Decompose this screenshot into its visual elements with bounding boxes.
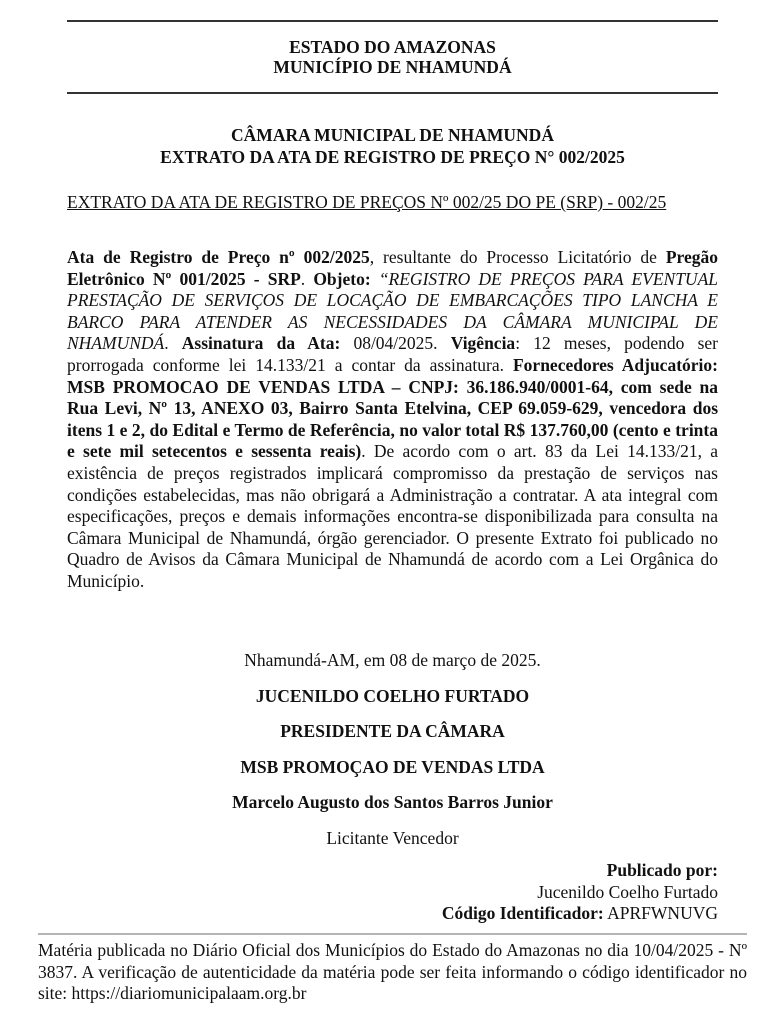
objeto-label: Objeto: [313, 268, 371, 289]
body-text-2: . [300, 268, 314, 289]
document-name: EXTRATO DA ATA DE REGISTRO DE PREÇO N° 002/2025 [160, 147, 625, 167]
header-divider [67, 92, 718, 94]
municipality-name: MUNICÍPIO DE NHAMUNDÁ [273, 57, 512, 77]
signer-name-2: Marcelo Augusto dos Santos Barros Junior [232, 792, 553, 812]
institution-name: CÂMARA MUNICIPAL DE NHAMUNDÁ [231, 125, 554, 145]
body-text-3: . [164, 333, 182, 354]
extract-body [67, 247, 718, 593]
document-header [67, 37, 718, 77]
footer-divider [38, 933, 747, 935]
place-date: Nhamundá-AM, em 08 de março de 2025. [244, 650, 541, 670]
publisher-name: Jucenildo Coelho Furtado [537, 881, 718, 902]
signature-block [67, 649, 718, 862]
extract-subtitle: EXTRATO DA ATA DE REGISTRO DE PREÇOS Nº 002/25 DO PE (SRP) - 002/25 [67, 192, 667, 212]
vigencia-value: : 12 meses, podendo ser prorrogada conforme lei 14.133/21 a contar da assinatura. [67, 333, 718, 375]
signer-name-1: JUCENILDO COELHO FURTADO [255, 685, 530, 706]
publication-footer: Matéria publicada no Diário Oficial dos Municípios do Estado do Amazonas no dia 10/04/2025 - Nº 3837. A verificação de autenticidade da matéria pode ser feita informando o código identificador no site: https://diariomunicipalaam.org.br [38, 940, 747, 1004]
objeto-value: “REGISTRO DE PREÇOS PARA EVENTUAL PRESTAÇÃO DE SERVIÇOS DE LOCAÇÃO DE EMBARCAÇÕES TIPO LANCHA E BARCO PARA ATENDER AS NECESSIDADES DA CÂMARA MUNICIPAL DE NHAMUNDÁ [67, 268, 718, 354]
body-text-rest: . De acordo com o art. 83 da Lei 14.133/21, a existência de preços registrados implicará compromisso da prestação de serviços nas condições estabelecidas, mas não obrigará a Administração a contratar. A ata integral com especificações, preços e demais informações encontra-se disponibilizada para consulta na Câmara Municipal de Nhamundá, órgão gerenciador. O presente Extrato foi publicado no Quadro de Avisos da Câmara Municipal de Nhamundá de acordo com a Lei Orgânica do Município. [67, 441, 718, 591]
company-name: MSB PROMOÇAO DE VENDAS LTDA [240, 756, 545, 777]
published-label: Publicado por: [606, 860, 718, 880]
assinatura-label: Assinatura da Ata: [181, 333, 341, 354]
document-title [67, 124, 718, 168]
published-by-block [318, 860, 718, 925]
assinatura-value: 08/04/2025. [340, 333, 451, 354]
ata-number: Ata de Registro de Preço nº 002/2025 [67, 247, 370, 267]
pregao-number: Pregão Eletrônico Nº 001/2025 - SRP [67, 247, 719, 289]
top-divider [67, 20, 718, 22]
state-name: ESTADO DO AMAZONAS [289, 37, 496, 57]
supplier-details: Fornecedores Adjucatório: MSB PROMOCAO DE VENDAS LTDA – CNPJ: 36.186.940/0001-64, com sede na Rua Levi, Nº 13, ANEXO 03, Bairro Santa Etelvina, CEP 69.059-629, vencedora dos itens 1 e 2, do Edital e Termo de Referência, no valor total R$ 137.760,00 (cento e trinta e sete mil setecentos e sessenta reais) [67, 354, 718, 462]
code-label: Código Identificador: [441, 903, 604, 923]
signer-role-1: PRESIDENTE DA CÂMARA [280, 721, 505, 741]
signer-role-2: Licitante Vencedor [326, 827, 459, 848]
body-text-1: , resultante do Processo Licitatório de [369, 247, 666, 267]
code-value: APRFWNUVG [603, 903, 718, 923]
vigencia-label: Vigência [450, 333, 516, 354]
